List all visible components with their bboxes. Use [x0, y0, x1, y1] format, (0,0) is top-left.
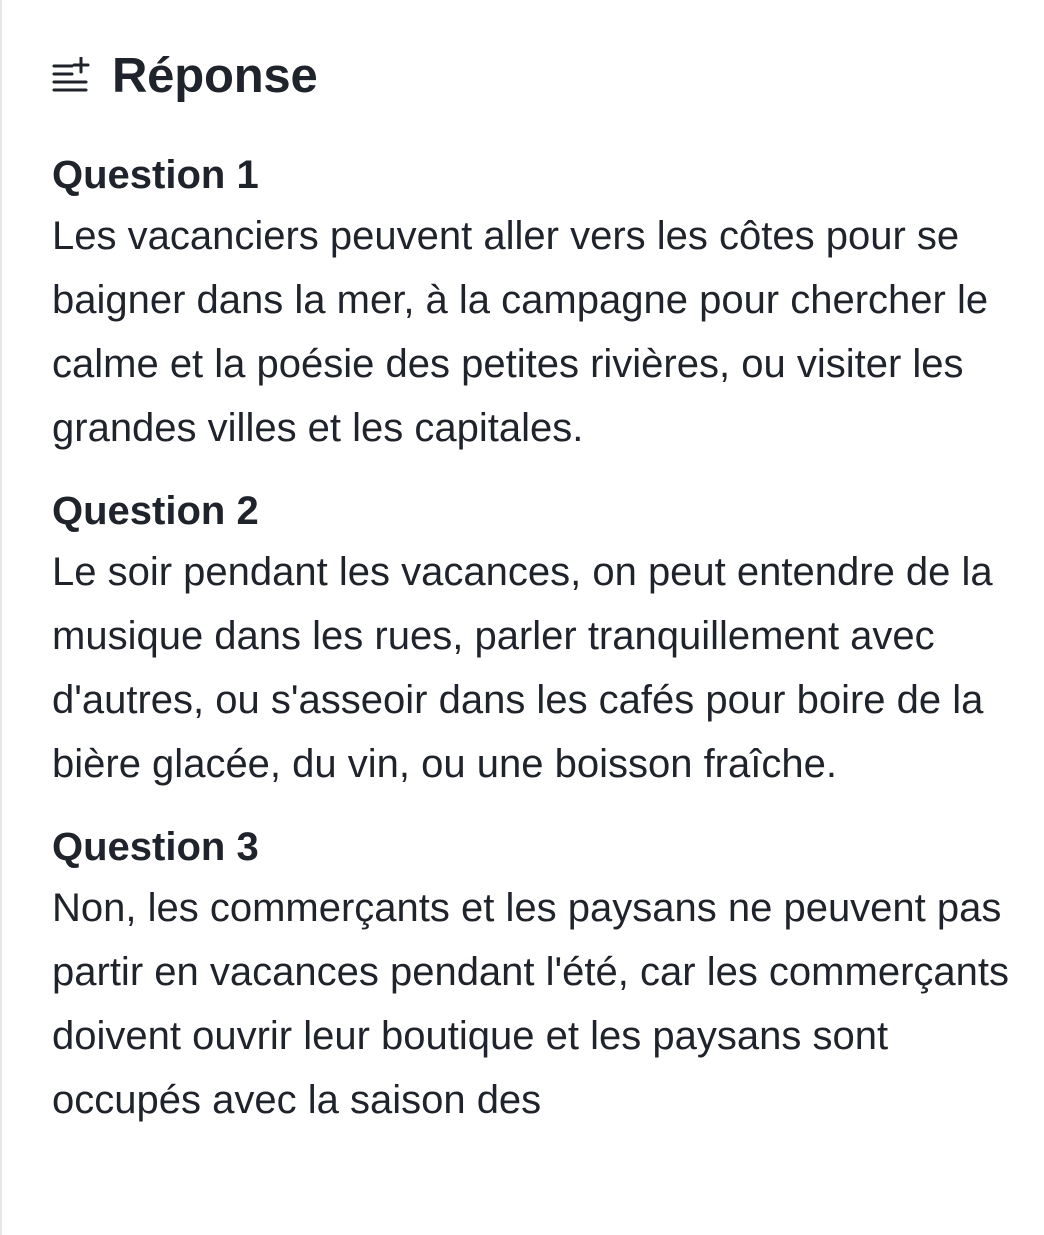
left-divider [0, 0, 2, 1235]
question-2-answer: Le soir pendant les vacances, on peut entendre de la musique dans les rues, parler tranquillement avec d'autres, ou s'asseoir dans les cafés pour boire de la bière glacée, du vin, ou une boisson fraîche. [52, 550, 993, 786]
question-1-title: Question 1 [52, 153, 259, 197]
question-3-title: Question 3 [52, 825, 259, 869]
answer-title: Réponse [112, 49, 318, 103]
answer-section-2 [52, 482, 1032, 796]
list-sparkle-icon [52, 57, 90, 95]
answer-section-3 [52, 818, 1032, 1132]
answer-header [52, 40, 1032, 112]
answer-section-1 [52, 146, 1032, 460]
question-2-title: Question 2 [52, 489, 259, 533]
question-1-answer: Les vacanciers peuvent aller vers les côtes pour se baigner dans la mer, à la campagne pour chercher le calme et la poésie des petites rivières, ou visiter les grandes villes et les capitales. [52, 214, 989, 450]
answer-panel [52, 40, 1032, 1154]
question-3-answer: Non, les commerçants et les paysans ne peuvent pas partir en vacances pendant l'été, car les commerçants doivent ouvrir leur boutique et les paysans sont occupés avec la saison des [52, 886, 1009, 1122]
